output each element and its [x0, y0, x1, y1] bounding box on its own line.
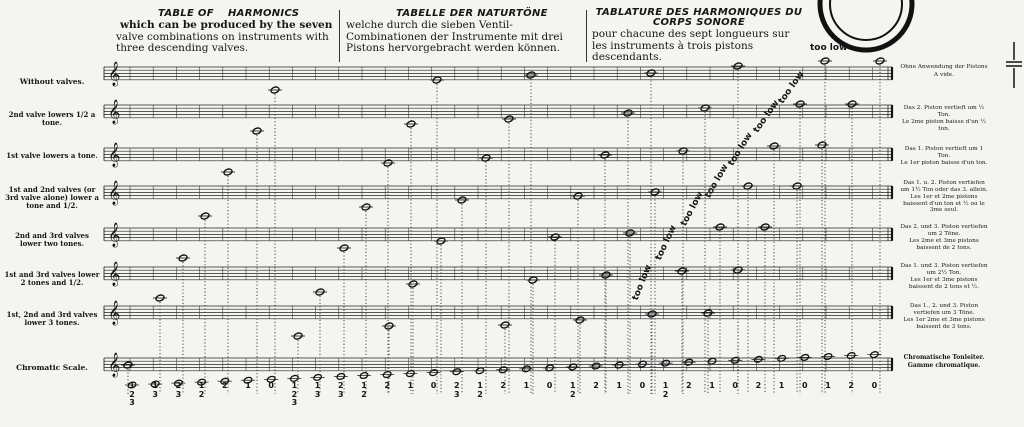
- row-note-1st-2nd-valves: Das 1. u. 2. Piston vertiefen um 1½ Ton oder das 3. allein. Les 1er et 2me pistons baissent d'un ton et ½ ou le 3me seul.: [900, 180, 988, 214]
- header-french-title: TABLATURE DES HARMONIQUES DU CORPS SONORE: [595, 7, 803, 28]
- row-label-all-valves: 1st, 2nd and 3rd valves lower 3 tones.: [6, 310, 98, 327]
- row-note-without-valves: Ohne Anwendung der Pistons A vide.: [900, 64, 988, 78]
- header-english-title: TABLE OF HARMONICS: [158, 8, 300, 19]
- fingering-number: 0: [802, 381, 808, 390]
- too-low-annotation: too low: [630, 263, 655, 302]
- fingering-number: 1 3: [314, 381, 321, 399]
- row-note-chromatic: Chromatische Tonleiter. Gamme chromatique.: [903, 354, 985, 369]
- fingering-number: 1 2: [570, 381, 576, 399]
- treble-clef-icon: 𝄞: [108, 142, 121, 167]
- too-low-annotation: too low: [726, 130, 755, 168]
- row-label-chromatic: Chromatic Scale.: [16, 363, 88, 372]
- row-label-2nd-valve: 2nd valve lowers 1/2 a tone.: [8, 110, 96, 127]
- header-english-text: which can be produced by the seven valve combinations on instruments with three descending valves.: [116, 19, 333, 54]
- fingering-number: 2 3: [454, 381, 460, 399]
- too-low-annotation: too low: [703, 162, 731, 200]
- treble-clef-icon: 𝄞: [108, 300, 121, 325]
- header-english: [116, 8, 338, 55]
- row-note-all-valves: Das 1., 2. und 3. Piston vertiefen um 3 Töne. Les 1er 2me et 3me pistons baissent de 3 tons.: [903, 303, 985, 330]
- clefs: [108, 62, 120, 378]
- row-label-1st-2nd-valves: 1st and 2nd valves (or 3rd valve alone) lower a tone and 1/2.: [5, 185, 99, 210]
- fingering-number: 1: [616, 381, 622, 390]
- fingering-number: 1: [523, 381, 530, 390]
- fingering-number: 1 2 3: [291, 381, 298, 407]
- fingering-number: 2: [384, 381, 390, 390]
- treble-clef-icon: 𝄞: [108, 352, 121, 377]
- too-low-annotation: too low: [810, 43, 848, 53]
- header-german-text: welche durch die sieben Ventil-Combinationen der Instrumente mit drei Pistons hervorgebracht werden können.: [346, 19, 563, 54]
- fingering-number: 0: [430, 381, 437, 390]
- fingering-number: 1: [245, 381, 251, 390]
- fingering-number: 2: [593, 381, 599, 390]
- fingering-number: 1: [709, 381, 715, 390]
- fingering-number: 2: [686, 381, 692, 390]
- fingering-number: 1: [407, 381, 414, 390]
- fingering-number: 0: [268, 381, 274, 390]
- row-note-2nd-3rd-valves: Das 2. und 3. Piston vertiefen um 2 Töne. Les 2me et 3me pistons baissent de 2 tons.: [900, 224, 988, 251]
- treble-clef-icon: 𝄞: [108, 99, 121, 124]
- fingering-number: 0: [871, 381, 878, 390]
- row-label-2nd-3rd-valves: 2nd and 3rd valves lower two tones.: [15, 231, 89, 248]
- fingering-number: 1: [825, 381, 831, 390]
- header-french-text: pour chacune des sept longueurs sur les instruments à trois pistons descendants.: [592, 28, 790, 63]
- row-label-1st-3rd-valves: 1st and 3rd valves lower 2 tones and 1/2.: [4, 270, 100, 287]
- fingering-number: 1 2: [198, 381, 205, 399]
- fingering-number: 0: [732, 381, 738, 390]
- row-note-1st-valve: Das 1. Piston vertieft um 1 Ton. Le 1er piston baisse d'un ton.: [900, 146, 988, 167]
- header-separator: [339, 10, 340, 62]
- treble-clef-icon: 𝄞: [108, 222, 121, 247]
- fingering-number: 1 2: [361, 381, 367, 399]
- too-low-annotation: too low: [679, 190, 706, 228]
- fingering-number: 2: [755, 381, 762, 390]
- treble-clef-icon: 𝄞: [108, 261, 121, 286]
- fingering-number: 0: [639, 381, 646, 390]
- header-french: [592, 8, 806, 64]
- treble-clef-icon: 𝄞: [108, 61, 121, 86]
- fingering-number: 1 2: [662, 381, 669, 399]
- treble-clef-icon: 𝄞: [108, 180, 121, 205]
- row-note-1st-3rd-valves: Das 1. und 3. Piston vertiefen um 2½ Ton. Les 1er et 3me pistons baissent de 2 tons et ½.: [900, 263, 988, 290]
- brace-icon: [1000, 40, 1024, 90]
- fingering-number: 2 3: [338, 381, 344, 399]
- fingering-number: 2: [222, 381, 228, 390]
- fingering-number: 1 3: [152, 381, 158, 399]
- header-german: [346, 8, 584, 55]
- fingering-number: 0: [546, 381, 553, 390]
- fingering-number: 1 2: [477, 381, 483, 399]
- fingering-number: 2 3: [175, 381, 182, 399]
- header-german-title: TABELLE DER NATURTÖNE: [396, 8, 548, 19]
- fingering-number: 2: [848, 381, 854, 390]
- row-label-1st-valve: 1st valve lowers a tone.: [6, 151, 98, 160]
- too-low-annotation: too low: [653, 223, 679, 262]
- fingering-number: 1 2 3: [129, 381, 135, 407]
- too-low-annotation: too low: [776, 69, 807, 106]
- fingering-number: 1: [778, 381, 785, 390]
- row-note-2nd-valve: Das 2. Piston vertieft um ½ Ton. Le 2me piston baisse d'un ½ ton.: [902, 105, 986, 132]
- header-separator: [586, 10, 587, 62]
- row-label-without-valves: Without valves.: [19, 77, 85, 86]
- fingering-number: 2: [500, 381, 506, 390]
- too-low-annotation: too low: [751, 98, 782, 135]
